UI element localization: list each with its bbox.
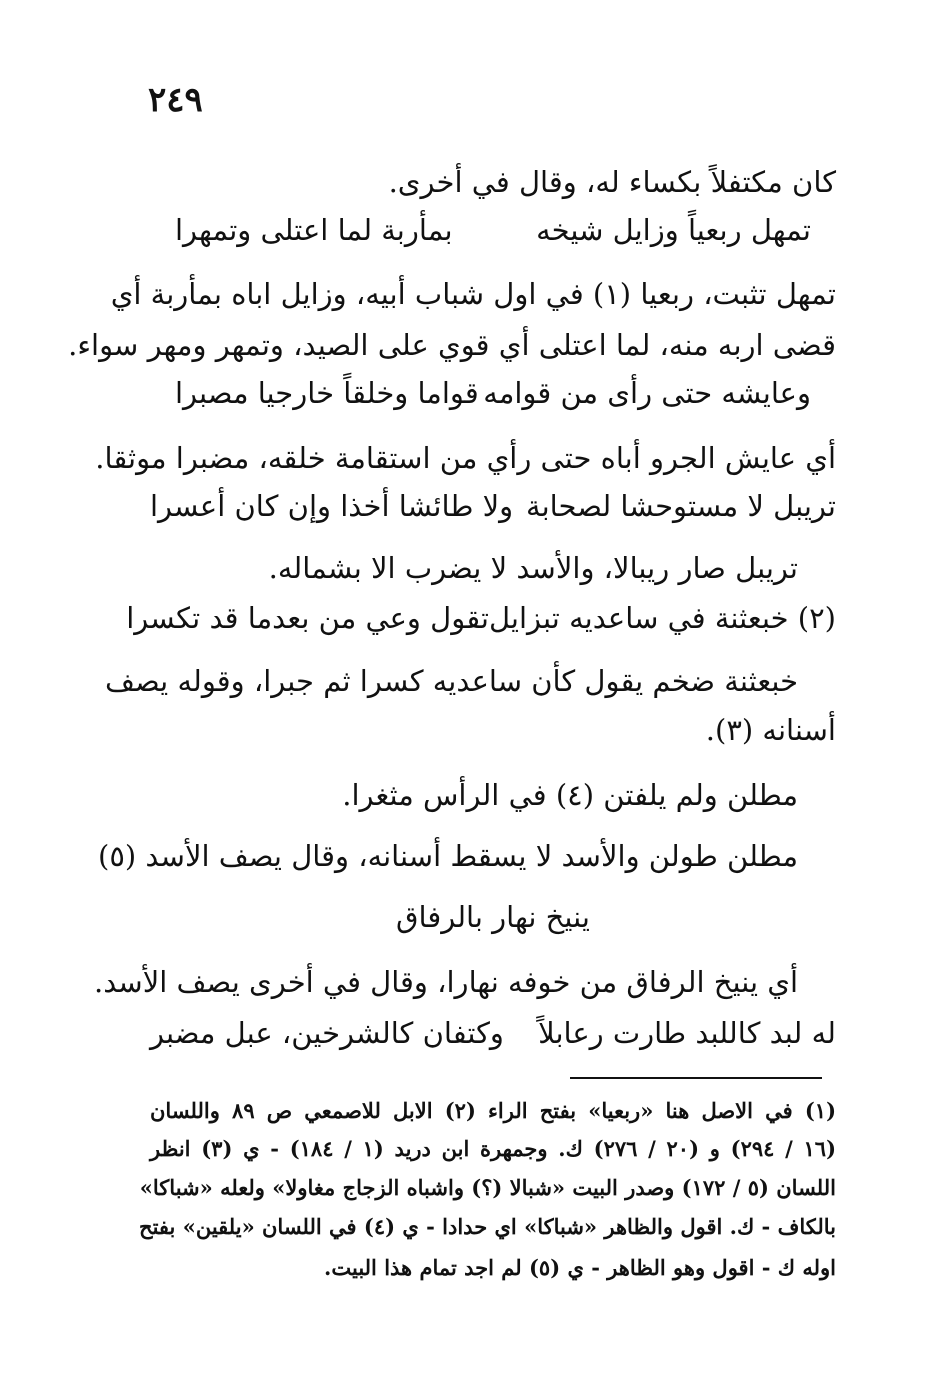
verse-first-hemistich: تمهل ربعياً وزايل شيخه	[536, 213, 811, 247]
verse-second-hemistich: ولا طائشا أخذا وإن كان أعسرا	[150, 489, 514, 523]
verse-second-hemistich: تقول وعي من بعدما قد تكسرا	[126, 601, 489, 635]
text-line: تريبل صار ريبالا، والأسد لا يضرب الا بشماله.	[268, 551, 798, 585]
verse-line	[175, 373, 811, 413]
text-line: قضى اربه منه، لما اعتلى أي قوي على الصيد، وتمهر ومهر سواء.	[68, 328, 836, 362]
verse-second-hemistich: وكتفان كالشرخين، عبل مضبر	[150, 1016, 504, 1050]
verse-second-hemistich: بمأربة لما اعتلى وتمهرا	[175, 213, 453, 247]
footnote-line: بالكاف - ك. اقول والظاهر «شباكا» اي حدادا - ي (٤) في اللسان «يلقين» بفتح	[139, 1214, 836, 1239]
verse-second-hemistich: قواما وخلقاً خارجيا مصبرا	[175, 376, 479, 410]
verse-first-hemistich: (٢) خبعثنة في ساعديه تبزايل	[488, 601, 836, 635]
text-line: ينيخ نهار بالرفاق	[396, 900, 590, 934]
footnote-divider	[570, 1077, 822, 1079]
verse-first-hemistich: له لبد كاللبد طارت رعابلاً	[538, 1016, 836, 1050]
verse-line	[175, 210, 811, 250]
text-line: مطلن ولم يلفتن (٤) في الرأس مثغرا.	[342, 778, 798, 812]
verse-line	[150, 486, 836, 526]
text-line: خبعثنة ضخم يقول كأن ساعديه كسرا ثم جبرا، وقوله يصف	[104, 664, 798, 698]
verse-first-hemistich: وعايشه حتى رأى من قوامه	[483, 376, 811, 410]
footnote-line: (١٦ / ٢٩٤) و (٢٠ / ٢٧٦) ك. وجمهرة ابن دريد (١ / ١٨٤) - ي (٣) انظر	[150, 1136, 837, 1161]
text-line: تمهل تثبت، ربعيا (١) في اول شباب أبيه، وزايل اباه بمأربة أي	[110, 277, 836, 311]
footnote-line: اللسان (٥ / ١٧٢) وصدر البيت «شبالا (؟) واشباه الزجاج مغاولا» ولعله «شباكا»	[139, 1175, 836, 1200]
text-line: أسنانه (٣).	[705, 713, 836, 747]
text-line: أي عايش الجرو أباه حتى رأي من استقامة خلقه، مضبرا موثقا.	[95, 441, 836, 475]
verse-first-hemistich: تريبل لا مستوحشا لصحابة	[526, 489, 836, 523]
verse-line	[126, 598, 836, 638]
footnote-line: (١) في الاصل هنا «ربعيا» بفتح الراء (٢) الابل للاصمعي ص ٨٩ واللسان	[150, 1098, 836, 1123]
text-line: مطلن طولن والأسد لا يسقط أسنانه، وقال يصف الأسد (٥)	[97, 839, 798, 873]
page-number: ٢٤٩	[148, 80, 203, 120]
verse-line	[150, 1013, 836, 1053]
text-line: أي ينيخ الرفاق من خوفه نهارا، وقال في أخرى يصف الأسد.	[93, 965, 798, 999]
footnote-line: اوله ك - اقول وهو الظاهر - ي (٥) لم اجد تمام هذا البيت.	[324, 1255, 836, 1280]
text-line: كان مكتفلاً بكساء له، وقال في أخرى.	[388, 165, 836, 199]
